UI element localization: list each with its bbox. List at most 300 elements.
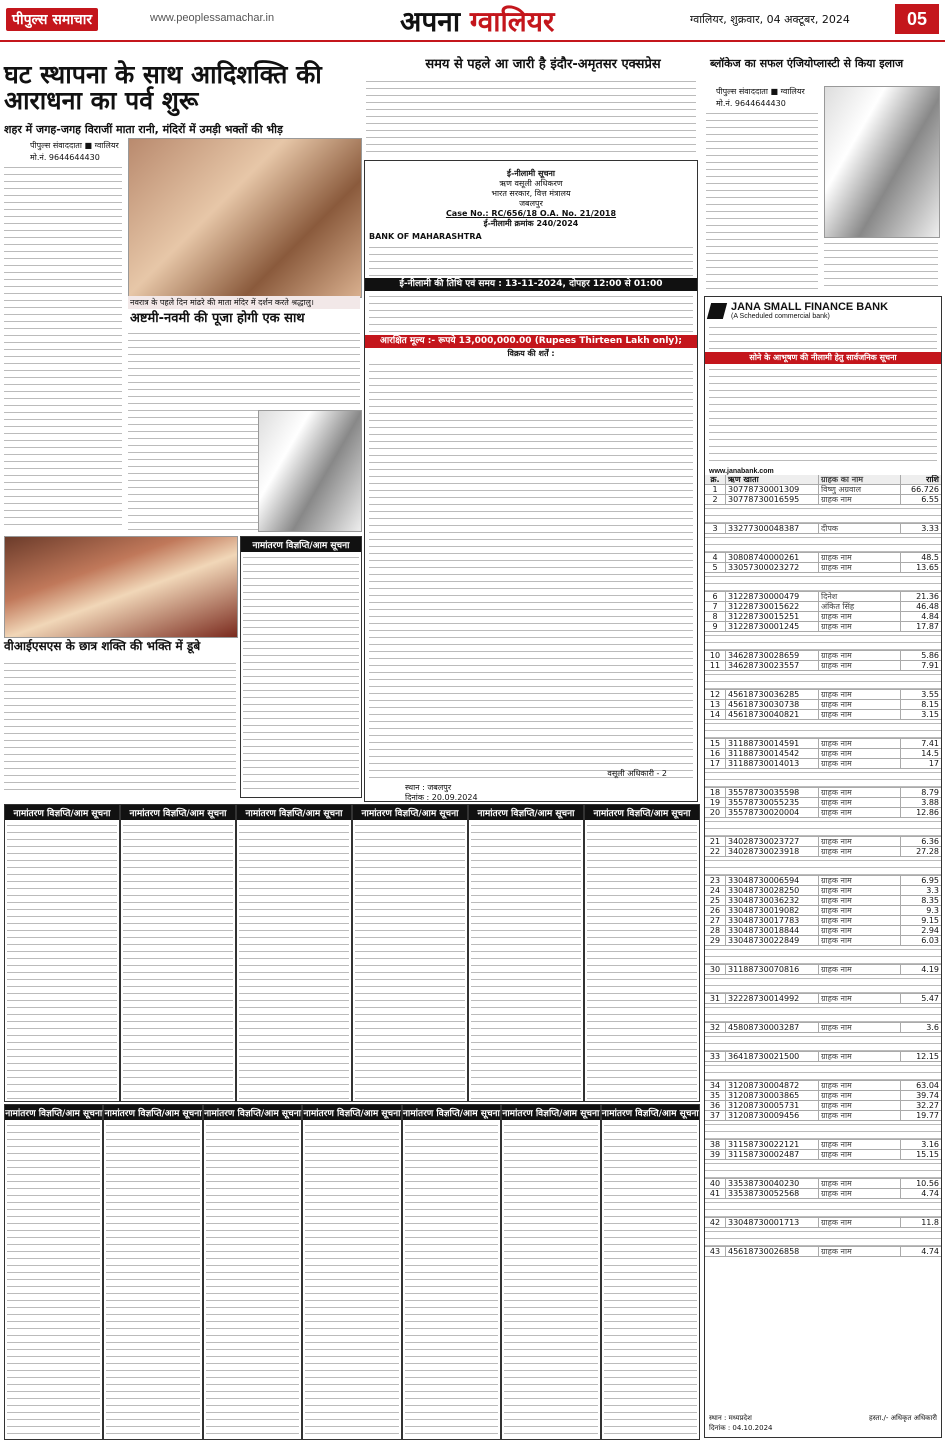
auction-office-1: ऋण वसूली अधिकरण: [499, 179, 563, 188]
cell-no: 11: [705, 661, 726, 670]
auction-sign: वसूली अधिकारी - 2: [607, 769, 667, 778]
cell-no: 43: [705, 1247, 726, 1256]
cell-name: ग्राहक नाम: [821, 798, 852, 807]
notice-clipping-photo: [258, 410, 362, 532]
cell-name: ग्राहक नाम: [821, 936, 852, 945]
table-row: [705, 1218, 941, 1228]
lead-body-text: [4, 164, 122, 529]
cell-acc: 31208730005731: [726, 1101, 819, 1110]
notice-head: नामांतरण विज्ञप्ति/आम सूचना: [237, 805, 351, 820]
angio-headline: ब्लॉकेज का सफल एंजियोप्लास्टी से किया इलाज: [710, 57, 904, 70]
cell-name: ग्राहक नाम: [821, 808, 852, 817]
table-row: [705, 1101, 941, 1111]
cell-no: 2: [705, 495, 726, 504]
cell-acc: 31188730014013: [726, 759, 819, 768]
lead-subhead: शहर में जगह-जगह विराजीं माता रानी, मंदिरों में उमड़ी भक्तों की भीड़: [4, 123, 283, 136]
cell-name: ग्राहक नाम: [821, 906, 852, 915]
col-header-account: ऋण खाता: [726, 475, 819, 484]
cell-no: 20: [705, 808, 726, 817]
branch-address: [705, 857, 941, 876]
notice-text: [123, 822, 233, 1100]
cell-acc: 45808730003287: [726, 1023, 819, 1032]
notice-text: [355, 822, 465, 1100]
angio-byline: पीपुल्स संवाददाता ■ ग्वालियर: [716, 87, 805, 96]
notice-head: नामांतरण विज्ञप्ति/आम सूचना: [585, 805, 699, 820]
cell-name: ग्राहक नाम: [821, 1150, 852, 1159]
cell-no: 27: [705, 916, 726, 925]
table-row: [705, 965, 941, 975]
notice-text: [504, 1122, 597, 1438]
cell-name: ग्राहक नाम: [821, 690, 852, 699]
vbs-photo: [4, 536, 238, 638]
lead-byline: पीपुल्स संवाददाता ■ ग्वालियर: [30, 141, 119, 150]
cell-acc: 45618730036285: [726, 690, 819, 699]
cell-acc: 33048730036232: [726, 896, 819, 905]
mutation-notice: [352, 804, 468, 1102]
cell-name: अंकित सिंह: [821, 602, 855, 611]
vbs-headline: वीआईएसएस के छात्र शक्ति की भक्ति में डूबे: [4, 639, 201, 653]
branch-address: [705, 1062, 941, 1081]
cell-no: 41: [705, 1189, 726, 1198]
cell-name: ग्राहक नाम: [821, 661, 852, 670]
branch-address: [705, 946, 941, 965]
cell-no: 30: [705, 965, 726, 974]
notice-text: [206, 1122, 299, 1438]
mutation-notice: [501, 1104, 600, 1440]
branch-address: [705, 1228, 941, 1247]
cell-name: ग्राहक नाम: [821, 739, 852, 748]
cell-name: ग्राहक नाम: [821, 563, 852, 572]
table-row: [705, 739, 941, 749]
lead-headline: घट स्थापना के साथ आदिशक्ति की आराधना का पर्व शुरू: [4, 60, 322, 116]
cell-name: ग्राहक नाम: [821, 1247, 852, 1256]
cell-amt: 12.15: [900, 1052, 941, 1061]
cell-acc: 31228730015251: [726, 612, 819, 621]
cell-no: 22: [705, 847, 726, 856]
mutation-notice: [468, 804, 584, 1102]
cell-amt: 11.8: [900, 1218, 941, 1227]
cell-acc: 33277300048387: [726, 524, 819, 533]
table-row: [705, 896, 941, 906]
table-row: [705, 485, 941, 495]
branch-address: [705, 1199, 941, 1218]
cell-amt: 4.19: [900, 965, 941, 974]
cell-amt: 3.33: [900, 524, 941, 533]
notice-head: नामांतरण विज्ञप्ति/आम सूचना: [121, 805, 235, 820]
notice-head: नामांतरण विज्ञप्ति/आम सूचना: [403, 1105, 500, 1120]
table-row: [705, 1189, 941, 1199]
lead-photo-caption: नवरात्र के पहले दिन मांढरे की माता मंदिर में दर्शन करते श्रद्धालु।: [128, 296, 360, 309]
cell-amt: 4.74: [900, 1189, 941, 1198]
cell-no: 37: [705, 1111, 726, 1120]
notice-text: [604, 1122, 697, 1438]
cell-no: 33: [705, 1052, 726, 1061]
cell-acc: 33057300023272: [726, 563, 819, 572]
cell-amt: 48.5: [900, 553, 941, 562]
notice-head: नामांतरण विज्ञप्ति/आम सूचना: [353, 805, 467, 820]
mutation-notice: [584, 804, 700, 1102]
cell-acc: 31188730070816: [726, 965, 819, 974]
cell-no: 25: [705, 896, 726, 905]
table-row: [705, 994, 941, 1004]
cell-acc: 36418730021500: [726, 1052, 819, 1061]
cell-name: ग्राहक नाम: [821, 1179, 852, 1188]
cell-no: 10: [705, 651, 726, 660]
cell-no: 36: [705, 1101, 726, 1110]
mutation-notice: [103, 1104, 202, 1440]
auction-place: स्थान : जबलपुर: [405, 783, 452, 792]
cell-acc: 31208730009456: [726, 1111, 819, 1120]
table-row: [705, 1081, 941, 1091]
cell-name: ग्राहक नाम: [821, 1052, 852, 1061]
cell-amt: 7.91: [900, 661, 941, 670]
cell-no: 13: [705, 700, 726, 709]
table-row: [705, 661, 941, 671]
section-title-b: ग्वालियर: [469, 5, 555, 38]
jana-notice-text: [709, 366, 937, 466]
cell-acc: 45618730040821: [726, 710, 819, 719]
notice-head: नामांतरण विज्ञप्ति/आम सूचना: [469, 805, 583, 820]
cell-acc: 45618730030738: [726, 700, 819, 709]
cell-amt: 12.86: [900, 808, 941, 817]
mid-notice-head: नामांतरण विज्ञप्ति/आम सूचना: [241, 537, 361, 552]
cell-amt: 3.16: [900, 1140, 941, 1149]
notice-head: नामांतरण विज्ञप्ति/आम सूचना: [502, 1105, 599, 1120]
table-row: [705, 876, 941, 886]
cell-name: ग्राहक नाम: [821, 1023, 852, 1032]
cell-amt: 8.35: [900, 896, 941, 905]
cell-name: ग्राहक नाम: [821, 1101, 852, 1110]
cell-acc: 30778730016595: [726, 495, 819, 504]
branch-address: [705, 1160, 941, 1179]
cell-no: 31: [705, 994, 726, 1003]
cell-amt: 3.3: [900, 886, 941, 895]
table-row: [705, 1150, 941, 1160]
cell-amt: 32.27: [900, 1101, 941, 1110]
table-row: [705, 700, 941, 710]
notice-text: [7, 822, 117, 1100]
jana-footer-place: स्थान : मध्यप्रदेश: [709, 1414, 752, 1422]
cell-name: ग्राहक नाम: [821, 1091, 852, 1100]
notice-text: [239, 822, 349, 1100]
angio-photo: [824, 86, 940, 238]
table-row: [705, 1140, 941, 1150]
cell-name: ग्राहक नाम: [821, 837, 852, 846]
table-row: [705, 886, 941, 896]
cell-name: ग्राहक नाम: [821, 896, 852, 905]
angio-caption-text: [824, 240, 938, 292]
table-row: [705, 926, 941, 936]
cell-name: ग्राहक नाम: [821, 876, 852, 885]
cell-amt: 39.74: [900, 1091, 941, 1100]
branch-address: [705, 632, 941, 651]
jana-bank-notice: [704, 296, 942, 1438]
cell-amt: 19.77: [900, 1111, 941, 1120]
section-title: [400, 2, 554, 40]
masthead-rule: [0, 40, 945, 42]
cell-name: ग्राहक नाम: [821, 1140, 852, 1149]
auction-office-3: जबलपुर: [519, 199, 543, 208]
notice-text: [471, 822, 581, 1100]
table-row: [705, 690, 941, 700]
branch-address: [705, 1004, 941, 1023]
cell-no: 12: [705, 690, 726, 699]
branch-address: [705, 975, 941, 994]
cell-name: ग्राहक नाम: [821, 749, 852, 758]
notice-head: नामांतरण विज्ञप्ति/आम सूचना: [204, 1105, 301, 1120]
cell-acc: 34628730028659: [726, 651, 819, 660]
table-row: [705, 759, 941, 769]
notice-text: [587, 822, 697, 1100]
branch-address: [705, 818, 941, 837]
notice-text: [405, 1122, 498, 1438]
cell-amt: 3.88: [900, 798, 941, 807]
auction-date-line: ई-नीलामी की तिथि एवं समय : 13-11-2024, दोपहर 12:00 से 01:00: [365, 278, 697, 291]
cell-no: 9: [705, 622, 726, 631]
cell-acc: 31188730014591: [726, 739, 819, 748]
col-header-name: ग्राहक का नाम: [821, 475, 864, 484]
cell-acc: 35578730020004: [726, 808, 819, 817]
cell-amt: 4.84: [900, 612, 941, 621]
cell-no: 6: [705, 592, 726, 601]
cell-amt: 8.79: [900, 788, 941, 797]
cell-name: ग्राहक नाम: [821, 553, 852, 562]
jana-table-header: [705, 475, 941, 485]
cell-name: ग्राहक नाम: [821, 965, 852, 974]
cell-acc: 34028730023727: [726, 837, 819, 846]
table-row: [705, 749, 941, 759]
table-row: [705, 602, 941, 612]
cell-amt: 6.95: [900, 876, 941, 885]
table-row: [705, 798, 941, 808]
table-row: [705, 651, 941, 661]
cell-amt: 21.36: [900, 592, 941, 601]
cell-name: दीपक: [821, 524, 839, 533]
cell-name: ग्राहक नाम: [821, 622, 852, 631]
cell-name: ग्राहक नाम: [821, 759, 852, 768]
angio-body-text: [706, 110, 818, 292]
jana-website: www.janabank.com: [709, 468, 774, 475]
cell-no: 18: [705, 788, 726, 797]
lead-mobile: मो.नं. 9644644430: [30, 153, 100, 162]
cell-amt: 2.94: [900, 926, 941, 935]
branch-address: [705, 505, 941, 524]
cell-acc: 30808740000261: [726, 553, 819, 562]
cell-name: ग्राहक नाम: [821, 1189, 852, 1198]
auction-case-no: Case No.: RC/656/18 O.A. No. 21/2018: [445, 209, 617, 218]
auction-office-0: ई-नीलामी सूचना: [507, 169, 555, 178]
notice-text: [7, 1122, 100, 1438]
cell-amt: 63.04: [900, 1081, 941, 1090]
cell-no: 42: [705, 1218, 726, 1227]
cell-acc: 31228730001245: [726, 622, 819, 631]
lead-photo: [128, 138, 362, 298]
cell-no: 14: [705, 710, 726, 719]
cell-acc: 33048730018844: [726, 926, 819, 935]
cell-amt: 6.03: [900, 936, 941, 945]
cell-no: 16: [705, 749, 726, 758]
auction-reserve: आरक्षित मूल्य :- रूपये 13,000,000.00 (Rupees Thirteen Lakh only);: [365, 335, 697, 348]
cell-no: 28: [705, 926, 726, 935]
col-header-no: क्र.: [705, 475, 726, 484]
table-row: [705, 1179, 941, 1189]
table-row: [705, 563, 941, 573]
table-row: [705, 592, 941, 602]
cell-amt: 6.36: [900, 837, 941, 846]
cell-no: 17: [705, 759, 726, 768]
cell-amt: 5.47: [900, 994, 941, 1003]
cell-no: 15: [705, 739, 726, 748]
cell-amt: 17.87: [900, 622, 941, 631]
cell-no: 39: [705, 1150, 726, 1159]
jana-bank-sub: (A Scheduled commercial bank): [731, 313, 830, 320]
auction-date: दिनांक : 20.09.2024: [405, 793, 478, 802]
branch-address: [705, 1033, 941, 1052]
cell-acc: 32228730014992: [726, 994, 819, 1003]
mutation-notice: [601, 1104, 700, 1440]
cell-amt: 17: [900, 759, 941, 768]
table-row: [705, 1247, 941, 1257]
cell-name: ग्राहक नाम: [821, 1111, 852, 1120]
notice-text: [305, 1122, 398, 1438]
cell-acc: 31208730004872: [726, 1081, 819, 1090]
cell-acc: 35578730055235: [726, 798, 819, 807]
mutation-notice: [120, 804, 236, 1102]
mid-notice-text: [243, 554, 359, 792]
notice-head: नामांतरण विज्ञप्ति/आम सूचना: [602, 1105, 699, 1120]
cell-no: 19: [705, 798, 726, 807]
cell-no: 21: [705, 837, 726, 846]
cell-name: ग्राहक नाम: [821, 612, 852, 621]
notice-head: नामांतरण विज्ञप्ति/आम सूचना: [5, 1105, 102, 1120]
cell-acc: 31228730000479: [726, 592, 819, 601]
cell-no: 5: [705, 563, 726, 572]
jana-table-body: [705, 485, 941, 1257]
notice-head: नामांतरण विज्ञप्ति/आम सूचना: [303, 1105, 400, 1120]
cell-amt: 3.6: [900, 1023, 941, 1032]
table-row: [705, 788, 941, 798]
train-headline: समय से पहले आ जारी है इंदौर-अमृतसर एक्सप्रेस: [425, 57, 661, 72]
branch-address: [705, 573, 941, 592]
second-headline: अष्टमी-नवमी की पूजा होगी एक साथ: [130, 311, 305, 326]
cell-name: ग्राहक नाम: [821, 710, 852, 719]
cell-acc: 45618730026858: [726, 1247, 819, 1256]
jana-footer-sign: हस्ता./- अधिकृत अधिकारी: [869, 1414, 937, 1422]
cell-no: 34: [705, 1081, 726, 1090]
cell-acc: 33048730001713: [726, 1218, 819, 1227]
cell-no: 24: [705, 886, 726, 895]
cell-no: 26: [705, 906, 726, 915]
cell-name: ग्राहक नाम: [821, 700, 852, 709]
auction-property-text: [369, 293, 693, 333]
cell-name: ग्राहक नाम: [821, 651, 852, 660]
table-row: [705, 524, 941, 534]
cell-name: ग्राहक नाम: [821, 1081, 852, 1090]
cell-acc: 33048730017783: [726, 916, 819, 925]
cell-acc: 31208730003865: [726, 1091, 819, 1100]
cell-no: 40: [705, 1179, 726, 1188]
table-row: [705, 495, 941, 505]
cell-name: ग्राहक नाम: [821, 788, 852, 797]
table-row: [705, 1111, 941, 1121]
cell-no: 32: [705, 1023, 726, 1032]
angio-mobile: मो.नं. 9644644430: [716, 99, 786, 108]
cell-no: 1: [705, 485, 726, 494]
mutation-notice: [402, 1104, 501, 1440]
cell-acc: 33048730019082: [726, 906, 819, 915]
mutation-notice: [4, 804, 120, 1102]
cell-amt: 4.74: [900, 1247, 941, 1256]
cell-acc: 31228730015622: [726, 602, 819, 611]
table-row: [705, 847, 941, 857]
cell-amt: 3.55: [900, 690, 941, 699]
cell-acc: 30778730001309: [726, 485, 819, 494]
auction-office-2: भारत सरकार, वित्त मंत्रालय: [491, 189, 571, 198]
notice-head: नामांतरण विज्ञप्ति/आम सूचना: [5, 805, 119, 820]
cell-acc: 33048730022849: [726, 936, 819, 945]
cell-name: ग्राहक नाम: [821, 1218, 852, 1227]
masthead: [0, 0, 945, 40]
table-row: [705, 1052, 941, 1062]
newspaper-logo: पीपुल्स समाचार: [6, 8, 98, 31]
cell-amt: 3.15: [900, 710, 941, 719]
cell-amt: 9.3: [900, 906, 941, 915]
website-url: www.peoplessamachar.in: [150, 12, 275, 24]
cell-acc: 33538730040230: [726, 1179, 819, 1188]
cell-name: दिनेश: [821, 592, 838, 601]
cell-acc: 33048730006594: [726, 876, 819, 885]
cell-amt: 14.5: [900, 749, 941, 758]
cell-no: 35: [705, 1091, 726, 1100]
cell-amt: 5.86: [900, 651, 941, 660]
auction-bank-line: BANK OF MAHARASHTRA: [369, 232, 482, 241]
cell-amt: 8.15: [900, 700, 941, 709]
cell-acc: 34028730023918: [726, 847, 819, 856]
dateline: ग्वालियर, शुक्रवार, 04 अक्टूबर, 2024: [690, 13, 850, 26]
cell-name: ग्राहक नाम: [821, 495, 852, 504]
cell-amt: 9.15: [900, 916, 941, 925]
cell-no: 4: [705, 553, 726, 562]
branch-address: [705, 534, 941, 553]
cell-acc: 35578730035598: [726, 788, 819, 797]
cell-acc: 31158730002487: [726, 1150, 819, 1159]
mutation-notice: [236, 804, 352, 1102]
table-row: [705, 837, 941, 847]
cell-amt: 66.726: [900, 485, 941, 494]
table-row: [705, 710, 941, 720]
page-number: 05: [895, 4, 939, 34]
jana-logo-icon: [707, 303, 727, 319]
auction-notice: [364, 160, 698, 802]
cell-name: ग्राहक नाम: [821, 847, 852, 856]
cell-name: ग्राहक नाम: [821, 926, 852, 935]
cell-no: 38: [705, 1140, 726, 1149]
cell-amt: 6.55: [900, 495, 941, 504]
auction-conditions-text: [369, 361, 693, 781]
cell-no: 29: [705, 936, 726, 945]
table-row: [705, 1091, 941, 1101]
auction-sale-line: ई-नीलामी क्रमांक 240/2024: [483, 219, 579, 228]
branch-address: [705, 720, 941, 739]
jana-footer-date: दिनांक : 04.10.2024: [709, 1424, 773, 1432]
cell-name: ग्राहक नाम: [821, 916, 852, 925]
cell-no: 8: [705, 612, 726, 621]
branch-address: [705, 769, 941, 788]
cell-amt: 10.56: [900, 1179, 941, 1188]
table-row: [705, 916, 941, 926]
cell-amt: 7.41: [900, 739, 941, 748]
cell-acc: 31188730014542: [726, 749, 819, 758]
